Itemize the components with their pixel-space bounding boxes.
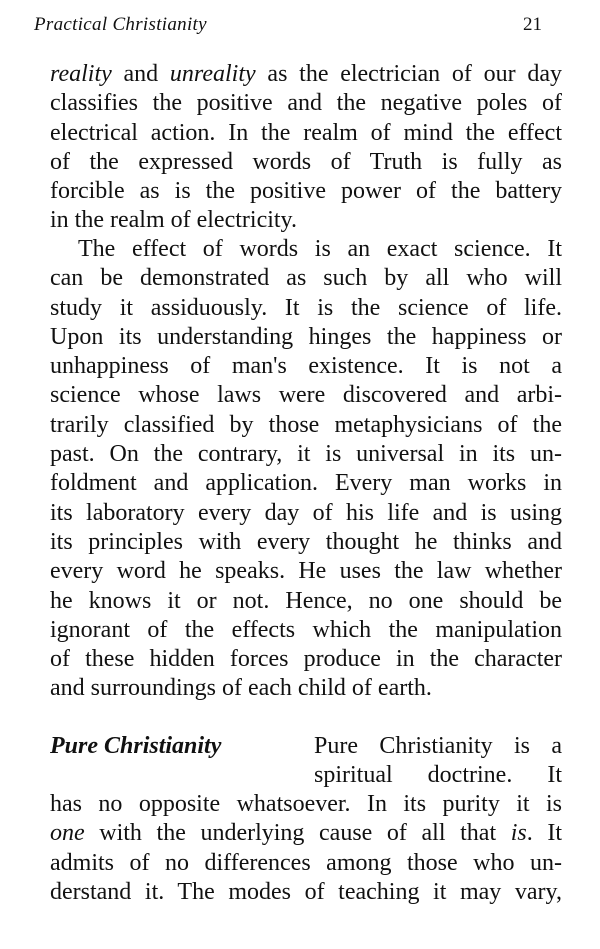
text-line: in the realm of electricity. <box>50 207 297 234</box>
text: . It <box>526 820 562 847</box>
text-line: its laboratory every day of his life and is using <box>50 499 562 526</box>
text-line: can be demonstrated as such by all who will <box>50 265 562 292</box>
emphasis: unreality <box>169 61 256 87</box>
paragraph-2 <box>50 235 562 704</box>
text-line: spiritual doctrine. It <box>314 762 562 789</box>
text-line: every word he speaks. He uses the law whether <box>50 558 562 585</box>
emphasis: one <box>50 820 85 847</box>
emphasis: is <box>510 820 527 847</box>
text-line: Pure Christianity is a <box>314 733 562 759</box>
text-line: unhappiness of man's existence. It is not a <box>50 353 562 380</box>
text-line: admits of no differences among those who un- <box>50 849 562 876</box>
text-line <box>50 819 562 848</box>
text-line: The effect of words is an exact science. It <box>78 236 562 262</box>
text-line <box>50 60 562 89</box>
text-line: of the expressed words of Truth is fully as <box>50 148 562 175</box>
text-line: forcible as is the positive power of the battery <box>50 178 562 205</box>
section-heading: Pure Christianity <box>50 733 222 759</box>
text-line: Upon its understanding hinges the happiness or <box>50 323 562 350</box>
text-line: its principles with every thought he thinks and <box>50 528 562 555</box>
text: and <box>111 61 170 87</box>
text-line: he knows it or not. Hence, no one should be <box>50 587 562 614</box>
text-line: has no opposite whatsoever. In its purity it is <box>50 791 562 817</box>
text-line: classifies the positive and the negative poles of <box>50 90 562 117</box>
text-line: ignorant of the effects which the manipulation <box>50 616 562 643</box>
text-line: and surroundings of each child of earth. <box>50 675 432 702</box>
paragraph-1 <box>50 60 562 236</box>
text: as the electrician of our day <box>255 61 562 87</box>
text: with the underlying cause of all that <box>84 820 511 847</box>
emphasis: reality <box>50 61 112 87</box>
paragraph-3 <box>50 790 562 907</box>
text-line: of these hidden forces produce in the character <box>50 646 562 673</box>
text-line: electrical action. In the realm of mind the effect <box>50 119 562 146</box>
text-line: study it assiduously. It is the science of life. <box>50 294 562 321</box>
text-line: derstand it. The modes of teaching it may vary, <box>50 878 562 905</box>
text-line: foldment and application. Every man works in <box>50 470 562 497</box>
text-line: science whose laws were discovered and arbi- <box>50 382 562 409</box>
page-number: 21 <box>523 14 542 35</box>
text-line: trarily classified by those metaphysicians of the <box>50 411 562 438</box>
text-line: past. On the contrary, it is universal in its un- <box>50 441 562 468</box>
running-title: Practical Christianity <box>34 14 207 35</box>
